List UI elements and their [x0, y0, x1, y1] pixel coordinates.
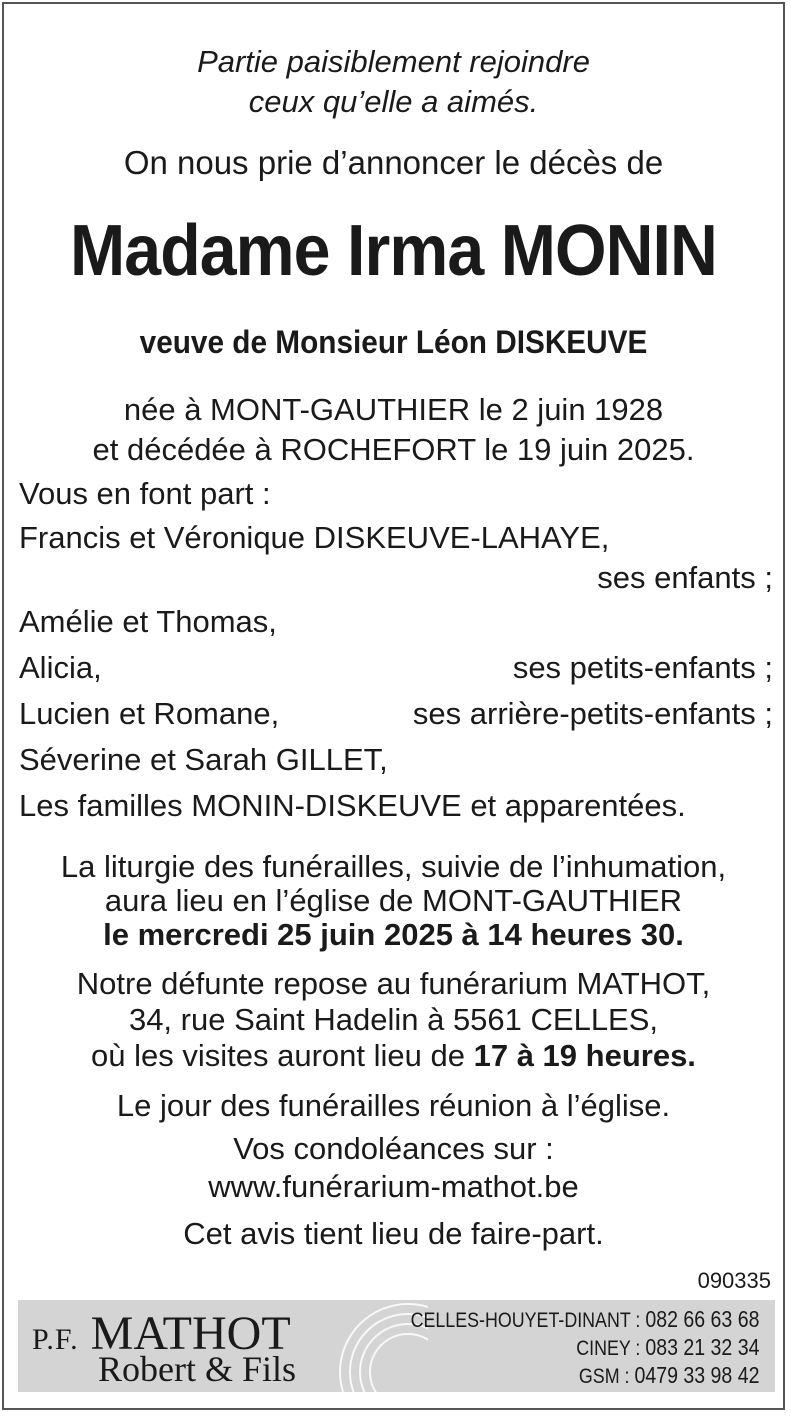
- deceased-name: Madame Irma MONIN: [70, 211, 717, 291]
- ceremony-line: aura lieu en l’église de MONT-GAUTHIER: [104, 883, 683, 918]
- funeral-home-subtitle: Robert & Fils: [98, 1349, 297, 1389]
- notice-text: Cet avis tient lieu de faire-part.: [183, 1216, 604, 1251]
- meeting-text: Le jour des funérailles réunion à l’église.: [116, 1088, 671, 1123]
- contact-label: CELLES-HOUYET-DINANT :: [410, 1309, 640, 1332]
- reference-number: 090335: [697, 1268, 771, 1293]
- ceremony-date: le mercredi 25 juin 2025 à 14 heures 30.: [103, 917, 684, 952]
- condolences-block: [0, 1130, 787, 1206]
- funeral-home-prefix: P.F.: [32, 1323, 79, 1356]
- grandchildren-role: ses petits-enfants ;: [512, 650, 773, 685]
- greatgrandchildren-role: ses arrière-petits-enfants ;: [412, 696, 773, 731]
- contact-phone[interactable]: 083 21 32 34: [644, 1334, 759, 1360]
- contact-phone[interactable]: 082 66 63 68: [644, 1306, 759, 1332]
- condolences-website[interactable]: www.funérarium-mathot.be: [208, 1169, 579, 1204]
- family-heading: Vous en font part :: [19, 476, 271, 511]
- visitation-line: Notre défunte repose au funérarium MATHOT,: [76, 966, 711, 1001]
- families-line: Les familles MONIN-DISKEUVE et apparentées.: [19, 788, 686, 823]
- funeral-home-banner: [18, 1300, 775, 1392]
- visitation-prefix: où les visites auront lieu de: [91, 1038, 474, 1073]
- contact-label: CINEY :: [575, 1337, 640, 1360]
- death-line: et décédée à ROCHEFORT le 19 juin 2025.: [92, 432, 695, 467]
- children-role: ses enfants ;: [597, 560, 773, 595]
- epigraph-line: ceux qu’elle a aimés.: [248, 84, 539, 119]
- epigraph: [0, 42, 787, 122]
- ceremony-line: La liturgie des funérailles, suivie de l’inhumation,: [60, 849, 727, 884]
- epigraph-line: Partie paisiblement rejoindre: [197, 44, 590, 79]
- contact-row: [410, 1362, 759, 1390]
- birth-line: née à MONT-GAUTHIER le 2 juin 1928: [123, 392, 664, 427]
- funeral-home-title: MATHOT: [90, 1307, 291, 1360]
- ceremony-block: [0, 850, 787, 952]
- grandchildren-line-1: Amélie et Thomas,: [19, 604, 277, 639]
- greatgrandchildren-names: Lucien et Romane,: [19, 696, 280, 731]
- visitation-line: [0, 1038, 787, 1074]
- visitation-hours: 17 à 19 heures.: [473, 1038, 696, 1073]
- intro-text: On nous prie d’annoncer le décès de: [123, 144, 664, 181]
- widow-of: veuve de Monsieur Léon DISKEUVE: [139, 324, 648, 360]
- condolences-label: Vos condoléances sur :: [233, 1131, 554, 1166]
- visitation-block: [0, 966, 787, 1074]
- children-names: Francis et Véronique DISKEUVE-LAHAYE,: [19, 520, 610, 555]
- birth-death: [0, 390, 787, 470]
- contact-row: [410, 1306, 759, 1334]
- other-relatives: Séverine et Sarah GILLET,: [19, 742, 388, 777]
- contact-row: [410, 1334, 759, 1362]
- contact-list: [410, 1306, 759, 1390]
- contact-phone[interactable]: 0479 33 98 42: [633, 1362, 759, 1388]
- grandchildren-line-2: Alicia,: [19, 650, 102, 685]
- contact-label: GSM :: [578, 1365, 630, 1388]
- visitation-line: 34, rue Saint Hadelin à 5561 CELLES,: [128, 1002, 659, 1037]
